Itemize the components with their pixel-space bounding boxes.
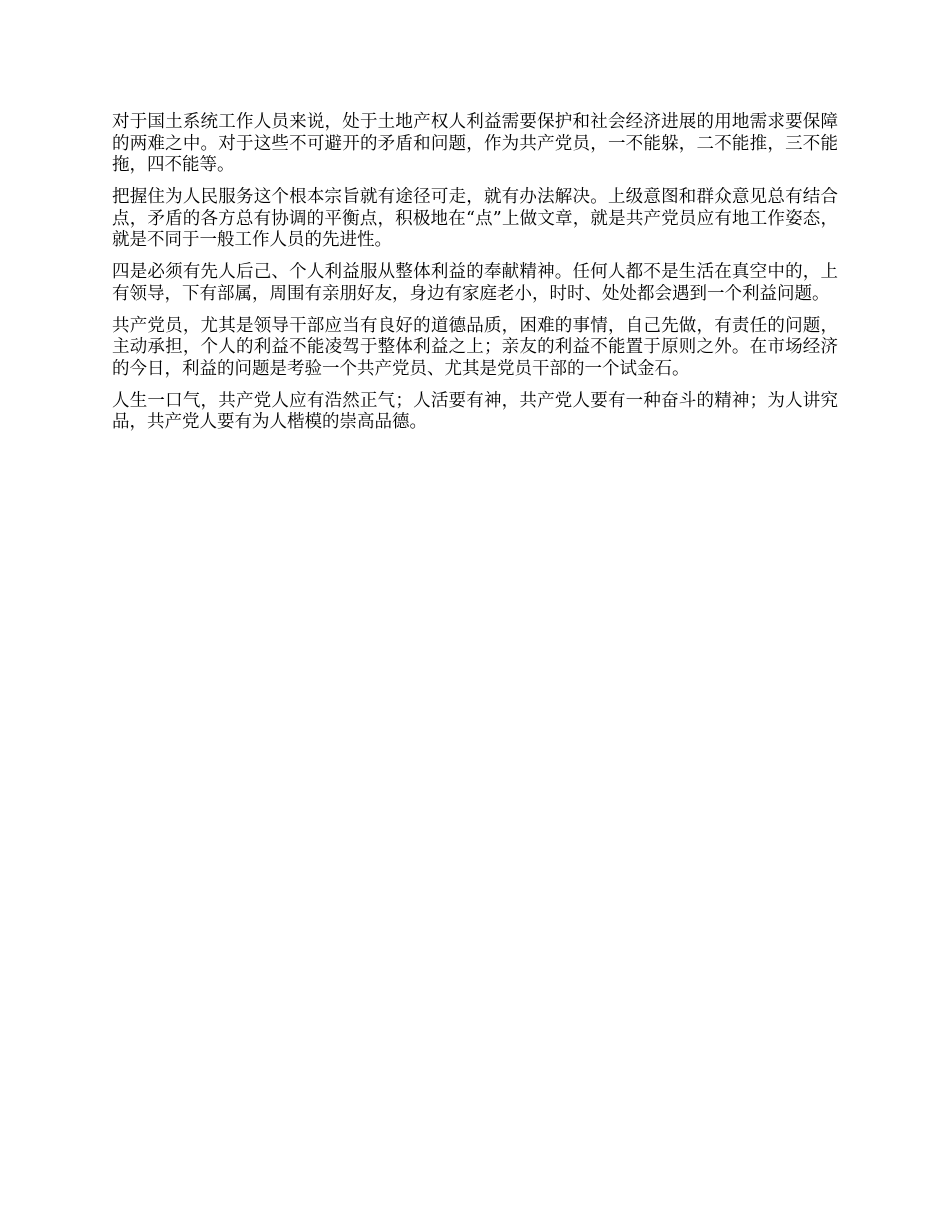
paragraph-1: 对于国土系统工作人员来说，处于土地产权人利益需要保护和社会经济进展的用地需求要保障的两难之中。对于这些不可避开的矛盾和问题，作为共产党员，一不能躲，二不能推，三不能拖，四不能等。 <box>112 112 838 175</box>
paragraph-4: 共产党员，尤其是领导干部应当有良好的道德品质，困难的事情，自己先做，有责任的问题，主动承担，个人的利益不能凌驾于整体利益之上；亲友的利益不能置于原则之外。在市场经济的今日，利益的问题是考验一个共产党员、尤其是党员干部的一个试金石。 <box>112 315 838 379</box>
paragraph-2: 把握住为人民服务这个根本宗旨就有途径可走，就有办法解决。上级意图和群众意见总有结合点，矛盾的各方总有协调的平衡点，积极地在“点”上做文章，就是共产党员应有地工作姿态，就是不同于一般工作人员的先进性。 <box>112 187 838 250</box>
document-body <box>112 112 838 444</box>
paragraph-5: 人生一口气，共产党人应有浩然正气；人活要有神，共产党人要有一种奋斗的精神；为人讲究品，共产党人要有为人楷模的崇高品德。 <box>112 390 838 432</box>
paragraph-3: 四是必须有先人后己、个人利益服从整体利益的奉献精神。任何人都不是生活在真空中的，上有领导，下有部属，周围有亲朋好友，身边有家庭老小，时时、处处都会遇到一个利益问题。 <box>112 262 838 304</box>
